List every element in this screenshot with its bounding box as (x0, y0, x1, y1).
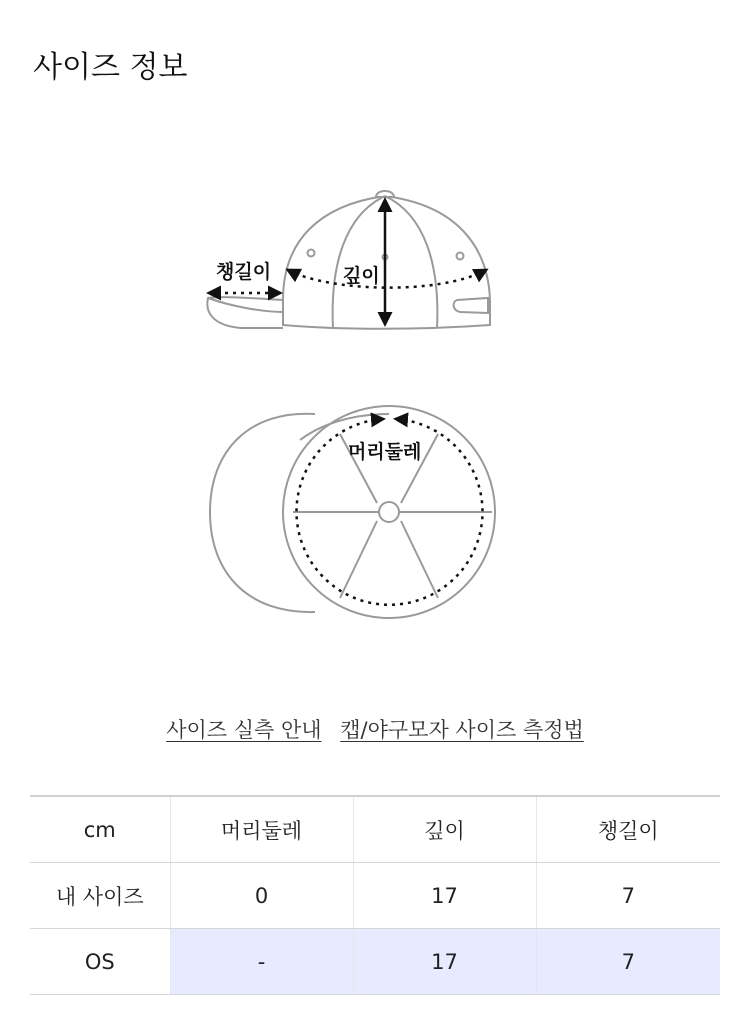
page-title: 사이즈 정보 (33, 50, 188, 85)
row-label: OS (30, 929, 170, 995)
depth-label: 깊이 (343, 265, 380, 287)
table-row-os (30, 929, 720, 995)
cell-brim-length: 7 (536, 863, 720, 929)
header-depth: 깊이 (353, 796, 536, 863)
head-circumference-label: 머리둘레 (348, 441, 422, 463)
cap-top-view (210, 406, 495, 618)
cap-side-view (207, 191, 490, 329)
cell-depth: 17 (353, 863, 536, 929)
size-guide-links (0, 714, 750, 744)
table-header-row (30, 796, 720, 863)
size-table (30, 795, 720, 995)
size-measure-guide-link[interactable]: 사이즈 실측 안내 (166, 718, 322, 742)
cell-circumference: 0 (170, 863, 353, 929)
cell-depth: 17 (353, 929, 536, 995)
header-unit: cm (30, 796, 170, 863)
header-brim-length: 챙길이 (536, 796, 720, 863)
table-row-my-size (30, 863, 720, 929)
cap-measure-method-link[interactable]: 캡/야구모자 사이즈 측정법 (340, 718, 584, 742)
header-circumference: 머리둘레 (170, 796, 353, 863)
cell-circumference: - (170, 929, 353, 995)
cell-brim-length: 7 (536, 929, 720, 995)
row-label: 내 사이즈 (30, 863, 170, 929)
brim-length-label: 챙길이 (216, 261, 272, 283)
